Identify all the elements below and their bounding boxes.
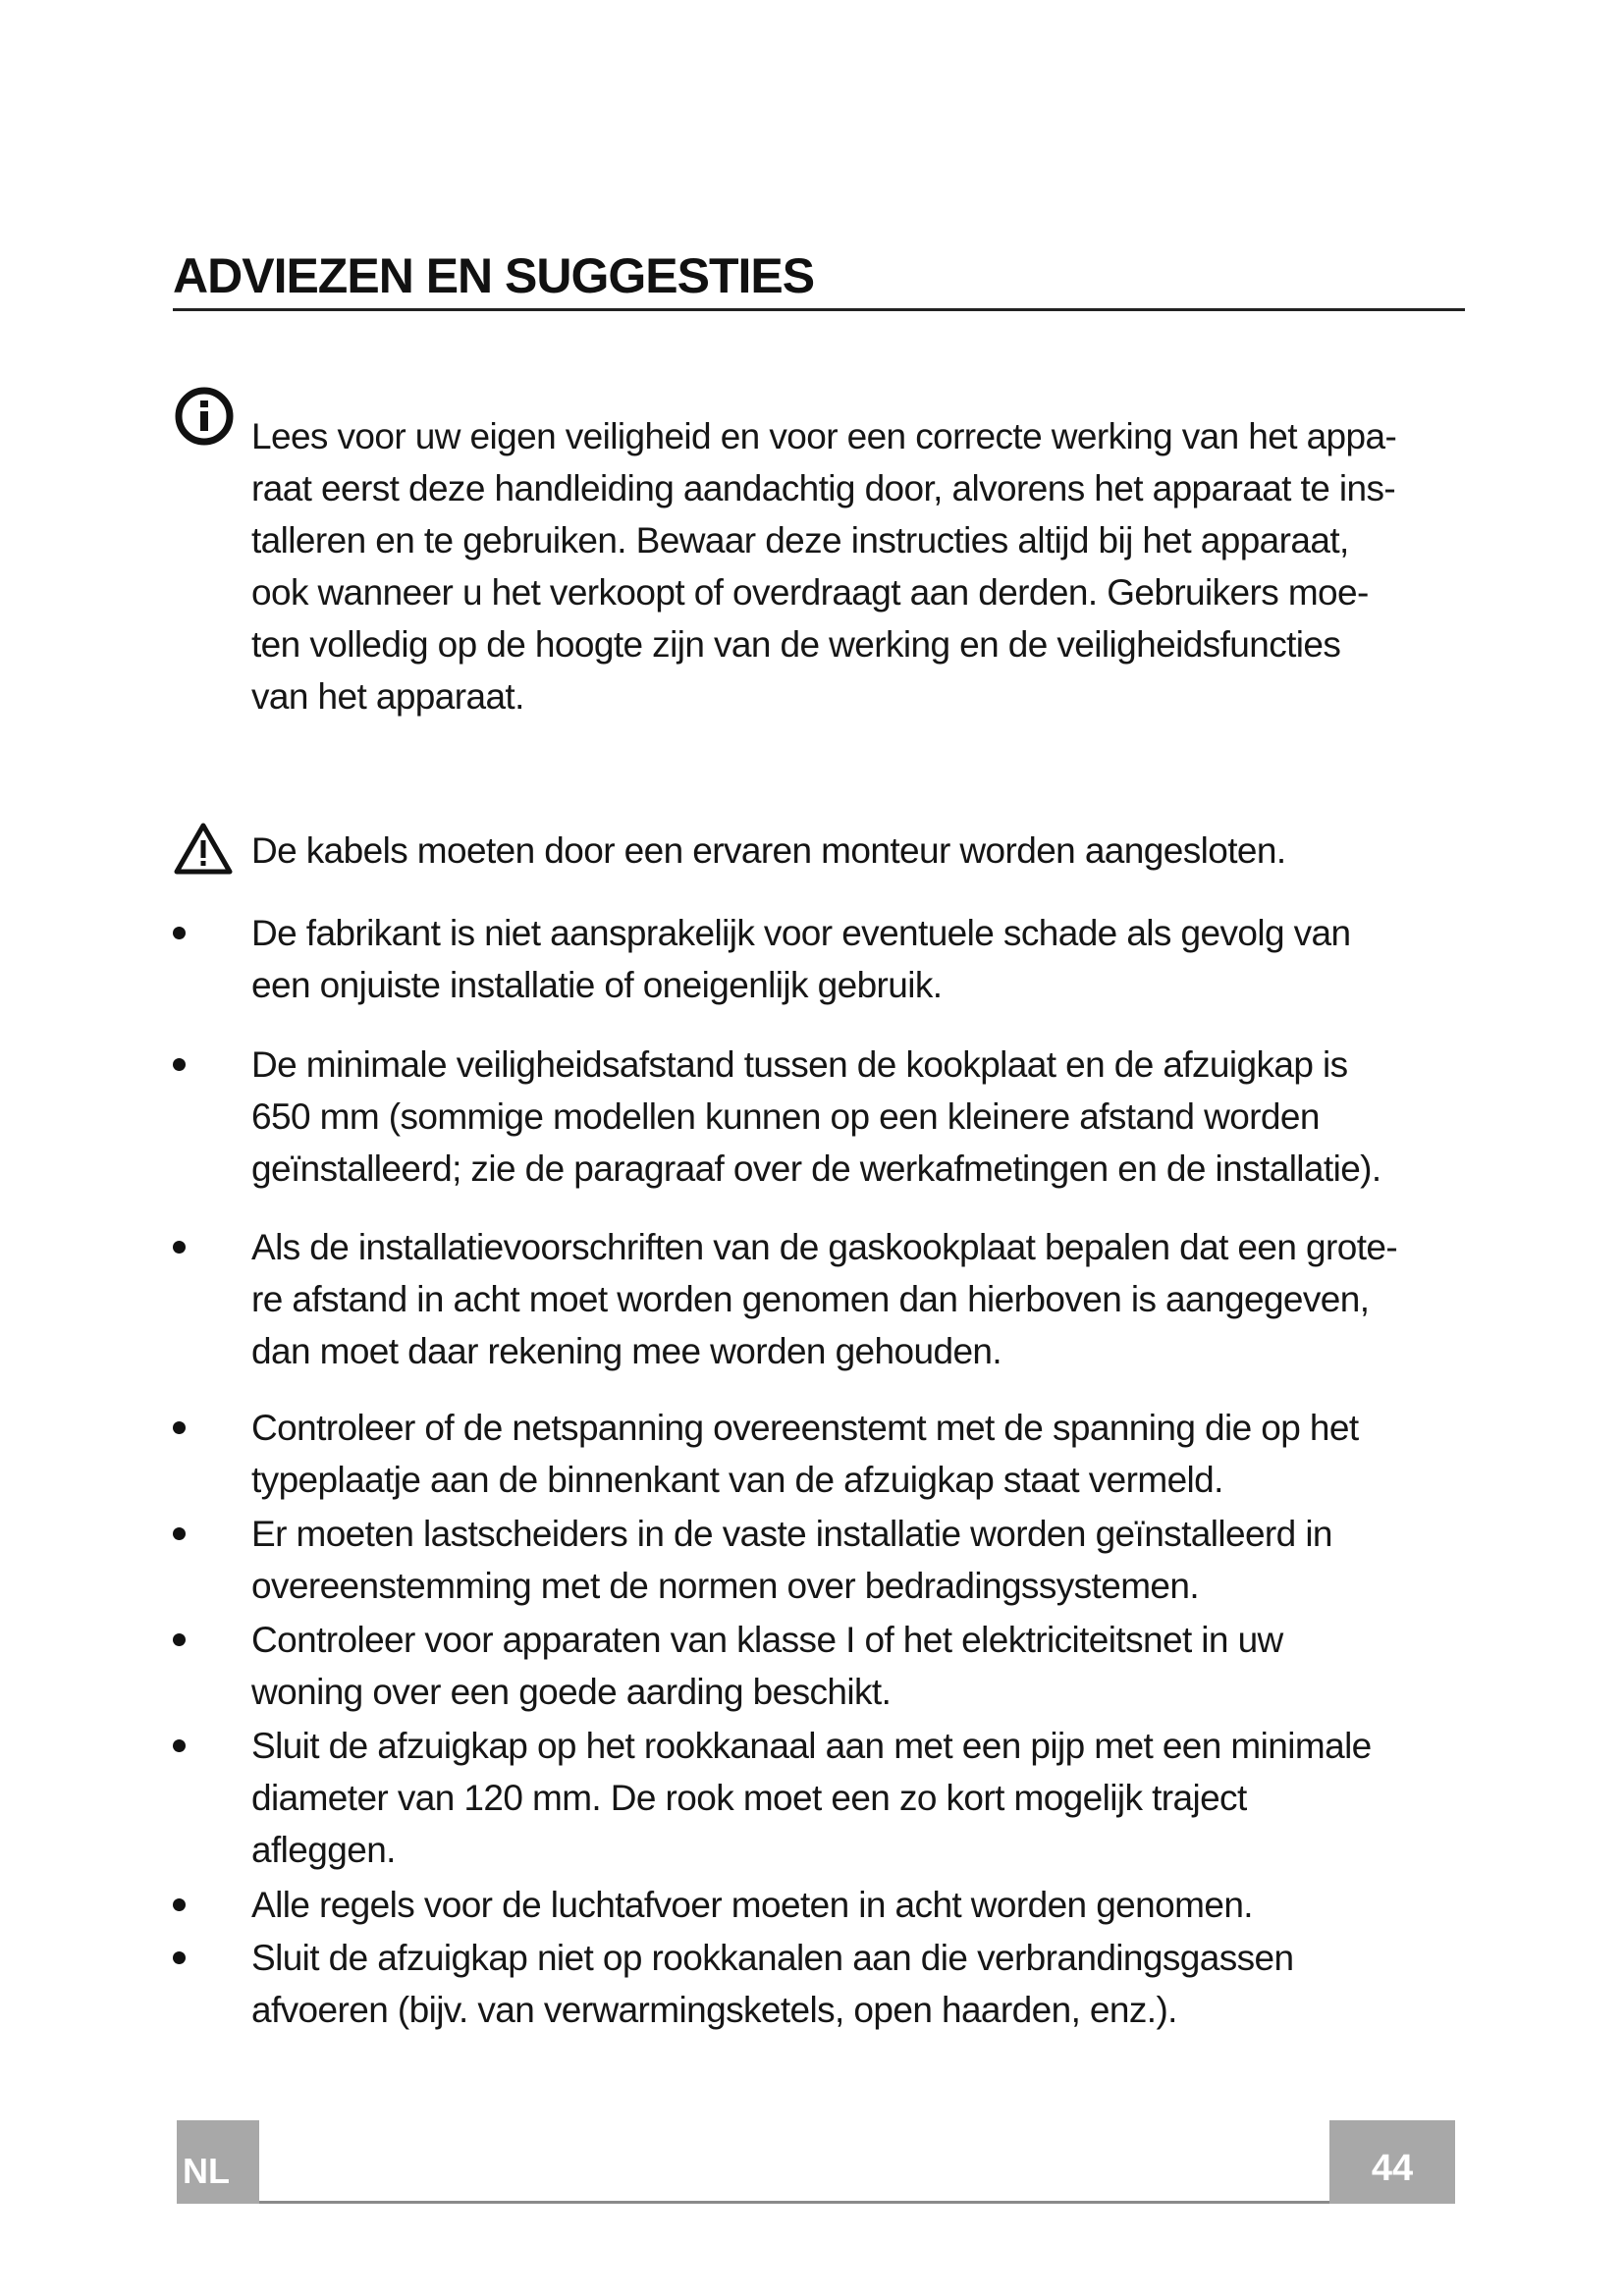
bullet-icon — [173, 927, 186, 939]
language-badge: NL — [177, 2120, 259, 2204]
page-number: 44 — [1329, 2120, 1455, 2204]
bullet-icon — [173, 1739, 186, 1752]
list-item-text: De fabrikant is niet aansprakelijk voor eventuele schade als gevolg van een onjuiste installatie of oneigenlijk gebruik. — [251, 913, 1351, 1005]
title-rule — [173, 308, 1465, 311]
list-item-text: Sluit de afzuigkap niet op rookkanalen aan die verbrandingsgassen afvoeren (bijv. van verwarmingsketels, open haarden, enz.). — [251, 1938, 1294, 2030]
list-item-text: Als de installatievoorschriften van de gaskookplaat bepalen dat een grote- re afstand in acht moet worden genomen dan hierboven is aangegeven, dan moet daar rekening mee worden gehouden. — [251, 1227, 1398, 1371]
bullet-icon — [173, 1058, 186, 1071]
bullet-icon — [173, 1241, 186, 1254]
bullet-icon — [173, 1421, 186, 1434]
warning-text: De kabels moeten door een ervaren monteur worden aangesloten. — [251, 830, 1286, 871]
bullet-icon — [173, 1633, 186, 1646]
info-icon — [173, 385, 236, 448]
list-item-text: Alle regels voor de luchtafvoer moeten in acht worden genomen. — [251, 1885, 1253, 1925]
list-item-text: Sluit de afzuigkap op het rookkanaal aan met een pijp met een minimale diameter van 120 mm. De rook moet een zo kort mogelijk traject afleggen. — [251, 1726, 1372, 1870]
bullet-icon — [173, 1527, 186, 1540]
list-item-text: De minimale veiligheidsafstand tussen de kookplaat en de afzuigkap is 650 mm (sommige modellen kunnen op een kleinere afstand worden geïnstalleerd; zie de paragraaf over de werkafmetingen en de installatie). — [251, 1044, 1381, 1189]
list-item-text: Controleer voor apparaten van klasse I of het elektriciteitsnet in uw woning over een goede aarding beschikt. — [251, 1620, 1283, 1712]
page-title: ADVIEZEN EN SUGGESTIES — [173, 248, 815, 303]
footer-rule — [177, 2201, 1453, 2204]
bullet-icon — [173, 1951, 186, 1964]
list-item-text: Controleer of de netspanning overeenstemt met de spanning die op het typeplaatje aan de binnenkant van de afzuigkap staat vermeld. — [251, 1408, 1359, 1500]
intro-text: Lees voor uw eigen veiligheid en voor een correcte werking van het appa- raat eerst deze handleiding aandachtig door, alvorens het apparaat te ins- talleren en te gebruiken. Bewaar deze instructies altijd bij het apparaat, ook wanneer u het verkoopt of overdraagt aan derden. Gebruikers moe- ten volledig op de hoogte zijn van de werking en de veiligheidsfuncties van het apparaat. — [251, 416, 1397, 717]
bullet-icon — [173, 1898, 186, 1911]
warning-icon — [173, 821, 234, 876]
list-item-text: Er moeten lastscheiders in de vaste installatie worden geïnstalleerd in overeenstemming met de normen over bedradingssystemen. — [251, 1514, 1332, 1606]
